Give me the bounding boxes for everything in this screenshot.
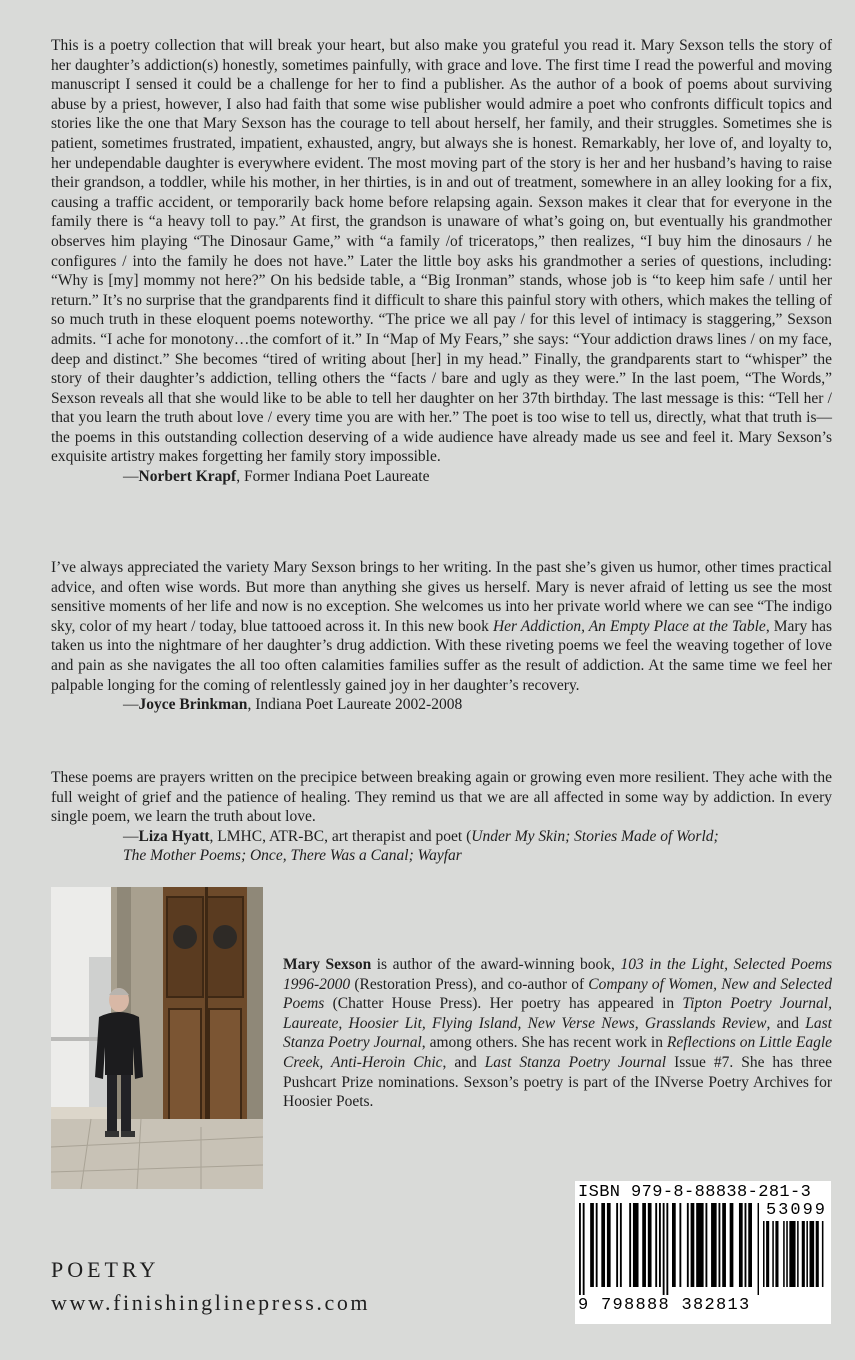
- barcode-bar: [806, 1221, 808, 1287]
- barcode-bar: [822, 1221, 824, 1287]
- blurb-text: These poems are prayers written on the precipice between breaking again or growing even more resilient. They ache with the full weight of grief and the patience of healing. They remind us that we are all affected in some way by addiction. In every single poem, we learn the truth about love.: [51, 769, 832, 826]
- ean-digits: 9 798888 382813: [578, 1296, 751, 1315]
- blurb-text: I’ve always appreciated the variety Mary Sexson brings to her writing. In the past she’s given us humor, other times practical advice, and often wise words. But more than anything she gives us herself. Mary is never afraid of letting us see the most sensitive moments of her life and now is no exception. She welcomes us into her private world where we can see “The indigo sky, color of my heart / today, blue tattooed across it. In this new book Her Addiction, An Empty Place at the Table, Mary has taken us into the nightmare of her daughter’s drug addiction. With these riveting poems we feel the weaving together of love and pain as she navigates the all too often calamities families suffer as the result of addiction. At the same time we feel her palpable longing for the coming of relentlessly gained joy in her daughter’s recovery.: [51, 559, 832, 694]
- barcode-bar: [711, 1203, 717, 1287]
- barcode-bar: [766, 1221, 769, 1287]
- barcode-bar: [679, 1203, 681, 1287]
- blurb-norbert-krapf: [51, 36, 832, 487]
- barcode-bar: [607, 1203, 611, 1287]
- barcode-bar: [816, 1221, 819, 1287]
- author-photo-illustration: [51, 887, 263, 1189]
- barcode-bar: [789, 1221, 795, 1287]
- barcode-bar: [663, 1203, 665, 1295]
- barcode-bar: [633, 1203, 639, 1287]
- barcode-bar: [655, 1203, 657, 1287]
- price-code: 53099: [765, 1201, 827, 1220]
- barcode-bar: [797, 1221, 799, 1287]
- barcode-bar: [802, 1221, 805, 1287]
- author-bio-text: Mary Sexson is author of the award-winning book, 103 in the Light, Selected Poems 1996-2000 (Restoration Press), and co-author of Company of Women, New and Selected Poems (Chatter House Press). Her poetry has appeared in Tipton Poetry Journal, Laureate, Hoosier Lit, Flying Island, New Verse News, Grasslands Review, and Last Stanza Poetry Journal, among others. She has recent work in Reflections on Little Eagle Creek, Anti-Heroin Chic, and Last Stanza Poetry Journal Issue #7. She has three Pushcart Prize nominations. Sexson’s poetry is part of the INverse Poetry Archives for Hoosier Poets.: [283, 956, 833, 1111]
- author-bio: [283, 955, 832, 1112]
- blurb-attribution: —Norbert Krapf, Former Indiana Poet Laureate: [123, 468, 430, 486]
- barcode-bar: [601, 1203, 605, 1287]
- blurb-joyce-brinkman: [51, 558, 832, 715]
- barcode-bar: [579, 1203, 581, 1295]
- book-title: Her Addiction, An Empty Place at the Table: [492, 617, 766, 635]
- barcode-bar: [659, 1203, 661, 1287]
- barcode-bar: [672, 1203, 676, 1287]
- barcode-bar: [772, 1221, 774, 1287]
- isbn-label: ISBN 979-8-88838-281-3: [578, 1183, 812, 1202]
- author-name: Joyce Brinkman: [138, 696, 248, 714]
- blurb-attribution: —Joyce Brinkman, Indiana Poet Laureate 2002-2008: [123, 696, 463, 714]
- barcode-bar: [629, 1203, 631, 1287]
- barcode-bar: [596, 1203, 598, 1287]
- barcode-bar: [739, 1203, 743, 1287]
- author-photo: [51, 887, 263, 1189]
- blurb-liza-hyatt: [51, 768, 832, 866]
- category-label: POETRY: [51, 1257, 160, 1282]
- barcode-bar: [666, 1203, 668, 1295]
- barcode-bar: [583, 1203, 585, 1295]
- barcode-bar: [730, 1203, 734, 1287]
- bio-author-name: Mary Sexson: [283, 956, 372, 973]
- ean-barcode-bars: [579, 1203, 759, 1295]
- barcode-bar: [745, 1203, 747, 1287]
- barcode-bar: [758, 1203, 759, 1295]
- addon-barcode-bars: [763, 1221, 825, 1311]
- publisher-website: www.finishinglinepress.com: [51, 1290, 371, 1315]
- blurb-attribution: —Liza Hyatt, LMHC, ATR-BC, art therapist and poet (Under My Skin; Stories Made of World; The Mother Poems; Once, There Was a Canal; Wayfar: [123, 827, 719, 865]
- barcode-bar: [705, 1203, 707, 1287]
- barcode-bar: [687, 1203, 689, 1287]
- barcode-bar: [783, 1221, 785, 1287]
- barcode-bar: [786, 1221, 788, 1287]
- author-name: Liza Hyatt: [138, 827, 210, 845]
- author-name: Norbert Krapf: [138, 468, 237, 486]
- barcode-bar: [691, 1203, 695, 1287]
- barcode-bar: [719, 1203, 721, 1287]
- barcode-bar: [775, 1221, 778, 1287]
- barcode-bar: [722, 1203, 726, 1287]
- barcode-bar: [642, 1203, 646, 1287]
- barcode-bar: [696, 1203, 703, 1287]
- barcode-bar: [810, 1221, 815, 1287]
- isbn-barcode: [575, 1181, 831, 1324]
- barcode-bar: [616, 1203, 618, 1287]
- barcode-bar: [590, 1203, 594, 1287]
- barcode-bar: [648, 1203, 652, 1287]
- barcode-bar: [620, 1203, 622, 1287]
- barcode-bar: [748, 1203, 752, 1287]
- blurb-text: This is a poetry collection that will break your heart, but also make you grateful you read it. Mary Sexson tells the story of her daughter’s addiction(s) honestly, sometimes painfully, with grace and love. The first time I read the powerful and moving manuscript I sensed it could be a challenge for her to find a publisher. As the author of a book of poems about surviving abuse by a priest, however, I also had faith that some wise publisher would admire a poet who confronts difficult topics and stories like the one that Mary Sexson has the courage to tell about herself, her family, and their struggles. Sometimes she is patient, sometimes frustrated, impatient, exhausted, angry, but always she is honest. Remarkably, her love of, and loyalty to, her undependable daughter is everywhere evident. The most moving part of the story is her and her husband’s having to raise their grandson, a toddler, while his mother, in her thirties, is in and out of treatment, somewhere in an alley looking for a fix, causing a traffic accident, or temporarily back home before relapsing again. Sexson makes it clear that for everyone in the family there is “a heavy toll to pay.” At first, the grandson is unaware of what’s going on, but eventually his grandmother observes him playing “The Dinosaur Game,” with “a family /of triceratops,” then realizes, “I buy him the dinosaurs / he configures / into the family he does not have.” Later the little boy asks his grandmother a series of questions, including: “Why is [my] mommy not here?” On his bedside table, a “Big Ironman” stands, whose job is “to keep him safe / until her return.” It’s no surprise that the grandparents find it difficult to share this painful story with others, which makes the telling of so much truth in these eloquent poems noteworthy. “The price we all pay / for this level of intimacy is staggering,” Sexson admits. “I ache for monotony…the comfort of it.” In “Map of My Fears,” she says: “Your addiction draws lines / on my face, deep and distinct.” She becomes “tired of writing about [her] in my head.” Finally, the grandparents start to “whisper” the story of their daughter’s addiction, telling others the “facts / bare and ugly as they were.” In the last poem, “The Words,” Sexson reveals all that she would like to be able to tell her daughter on her 37th birthday. The last message is this: “Tell her / that you learn the truth about love / every time you are with her.” The poet is too wise to tell us, directly, what that truth is—the poems in this outstanding collection deserving of a wide audience have already made us see and feel it. Mary Sexson’s exquisite artistry makes forgetting her family story impossible.: [51, 37, 832, 466]
- barcode-bar: [763, 1221, 765, 1287]
